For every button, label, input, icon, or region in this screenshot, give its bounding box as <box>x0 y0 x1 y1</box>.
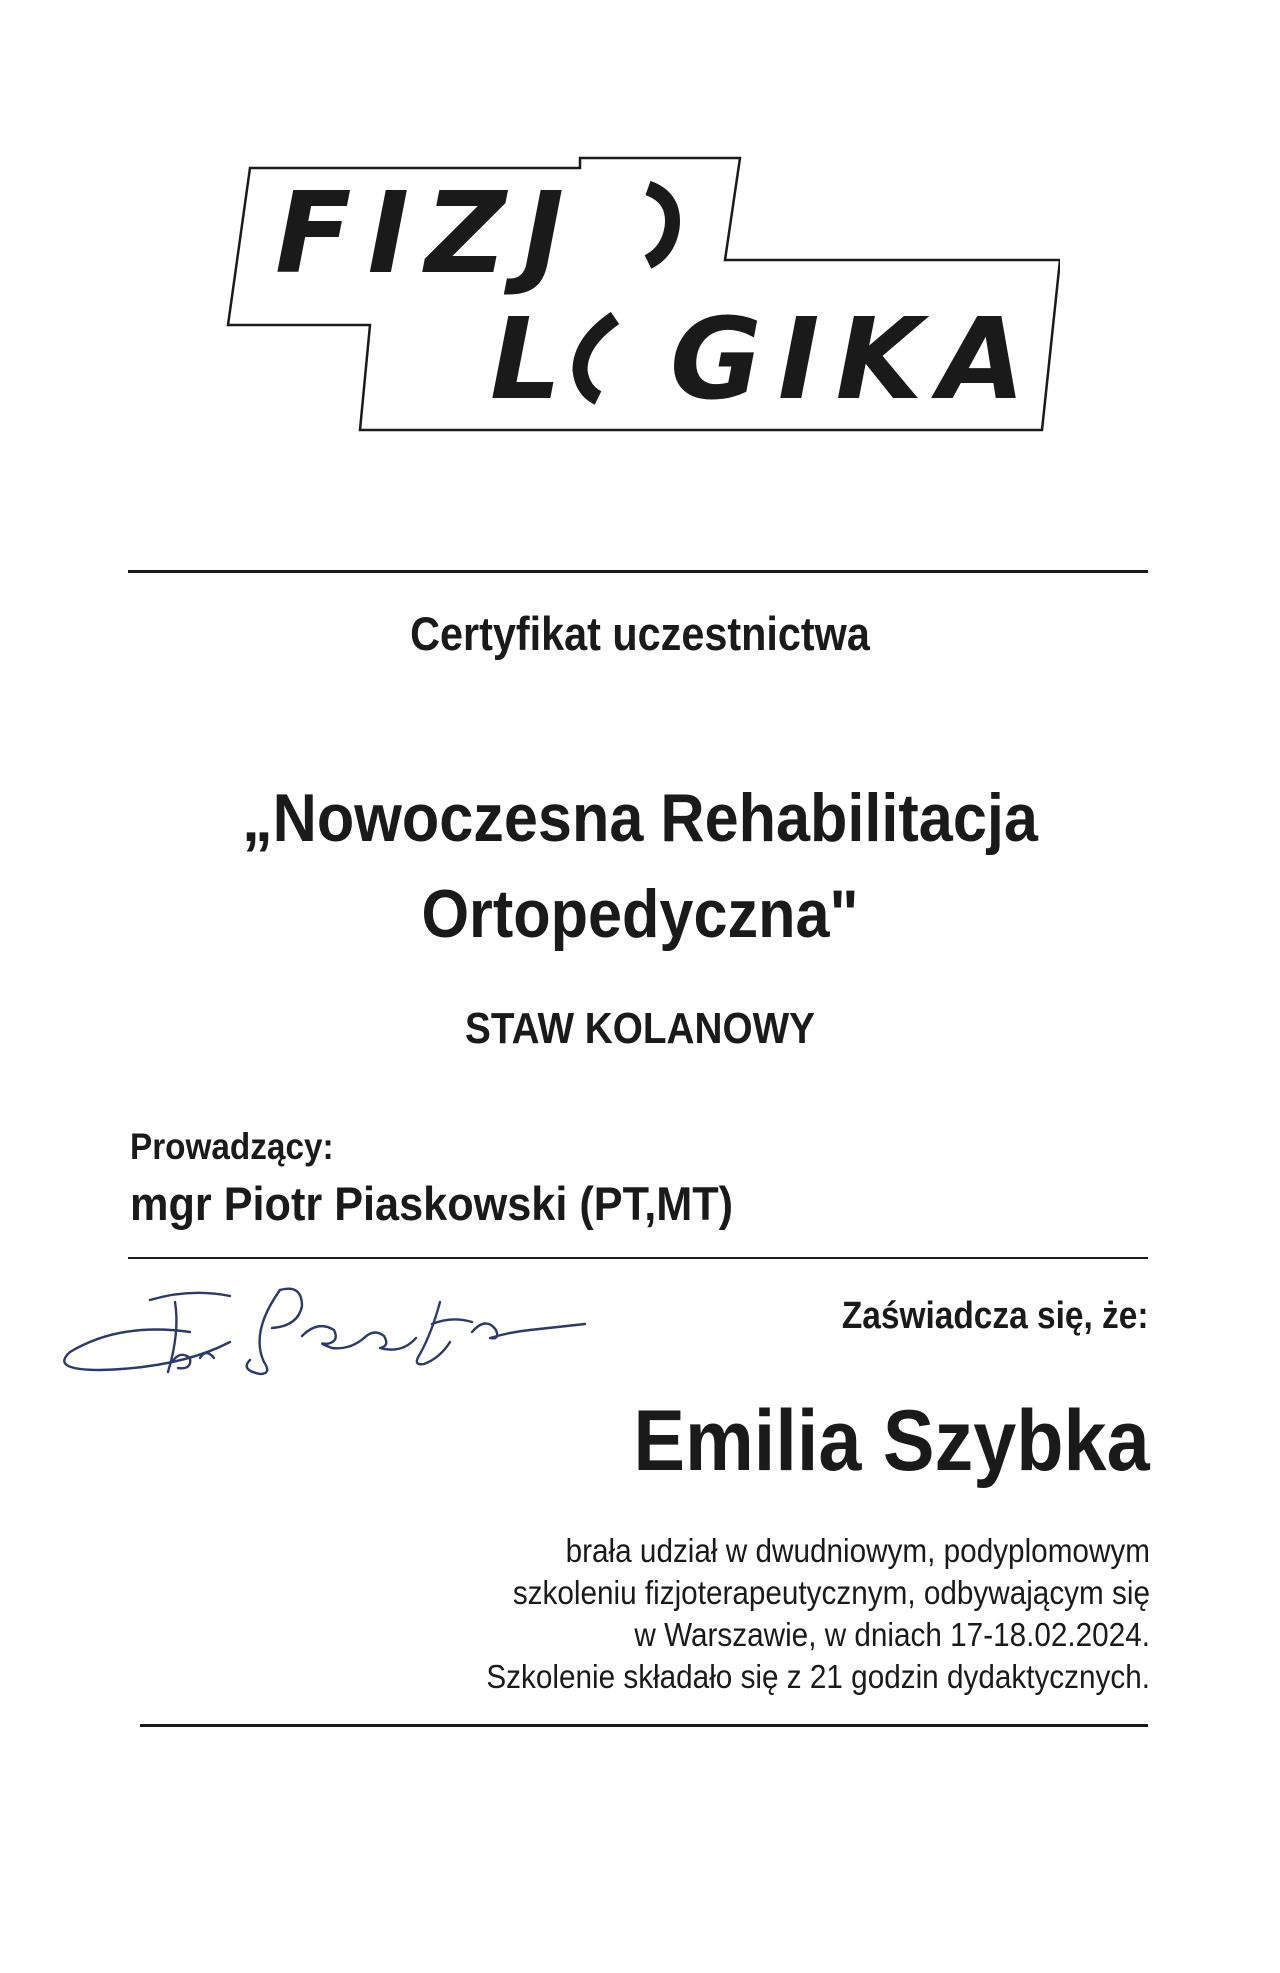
middle-divider <box>128 1257 1148 1259</box>
body-line: brała udział w dwudniowym, podyplomowym <box>565 1532 1150 1569</box>
body-line: szkoleniu fizjoterapeutycznym, odbywającym się <box>512 1574 1150 1611</box>
logo-line2-rest: GIKA <box>670 295 1042 425</box>
bottom-divider <box>140 1724 1148 1727</box>
logo-line1: FIZJ <box>275 169 581 299</box>
participant-name: Emilia Szybka <box>633 1393 1150 1489</box>
body-line: w Warszawie, w dniach 17-18.02.2024. <box>634 1616 1150 1653</box>
certifies-label: Zaświadcza się, że: <box>841 1295 1148 1337</box>
course-title <box>0 770 1280 962</box>
instructor-name: mgr Piotr Piaskowski (PT,MT) <box>130 1177 734 1230</box>
logo-line2: L <box>490 295 578 425</box>
course-title-line1: „Nowoczesna Rehabilitacja <box>242 780 1038 856</box>
body-line: Szkolenie składało się z 21 godzin dydaktycznych. <box>486 1658 1150 1695</box>
fizjologika-logo <box>220 150 1060 440</box>
certificate-title: Certyfikat uczestnictwa <box>410 607 870 660</box>
top-divider <box>128 570 1148 573</box>
course-subtitle: STAW KOLANOWY <box>465 1004 815 1053</box>
certificate-body <box>390 1530 1150 1698</box>
instructor-signature <box>40 1262 600 1382</box>
course-title-line2: Ortopedyczna" <box>421 876 859 952</box>
instructor-label: Prowadzący: <box>130 1126 334 1167</box>
